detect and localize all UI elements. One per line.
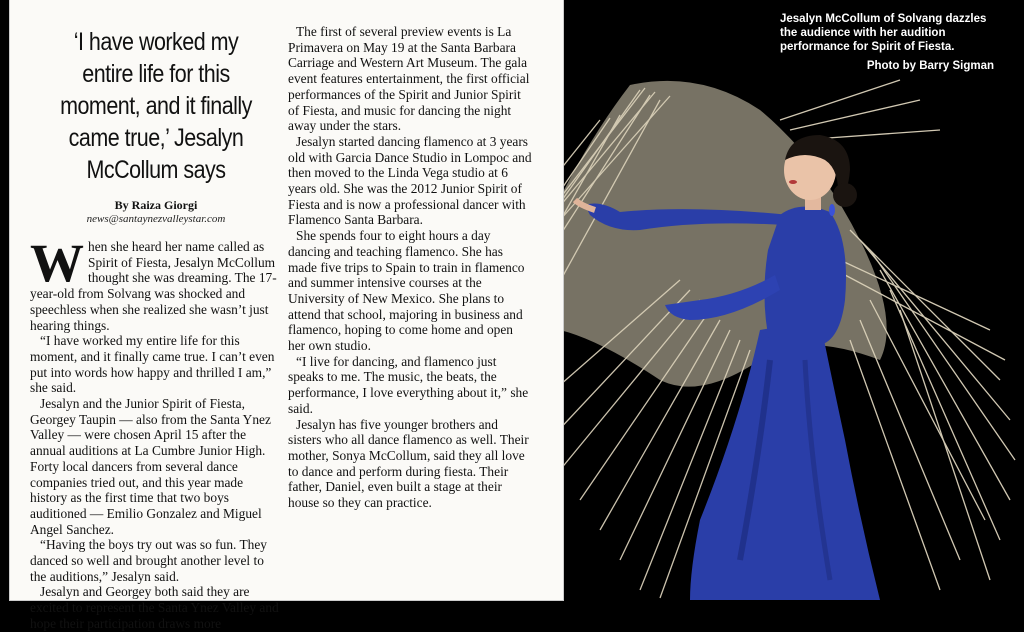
photo-credit: Photo by Barry Sigman <box>866 60 994 72</box>
article-body-left <box>30 233 282 632</box>
left-column <box>30 26 282 632</box>
photo-caption: Jesalyn McCollum of Solvang dazzles the audience with her audition performance for Spirit of Fiesta. <box>780 13 987 53</box>
paragraph: Jesalyn started dancing flamenco at 3 years old with Garcia Dance Studio in Lompoc and then moved to the Linda Vega studio at 6 years old. She was the 2012 Junior Spirit of Fiesta and is now a professional dancer with Flamenco Santa Barbara. <box>288 133 532 228</box>
paragraph: The first of several preview events is La Primavera on May 19 at the Santa Barbara Carriage and Western Art Museum. The gala event features entertainment, the first official performances of the Spirit and Junior Spirit of Fiesta, and music for dancing the night away under the stars. <box>288 24 530 134</box>
newspaper-page <box>10 0 563 631</box>
paragraph: Jesalyn and Georgey both said they are excited to represent the Santa Ynez Valley and hope their participation draws more <box>30 584 279 631</box>
author-email[interactable]: news@santaynezvalleystar.com <box>86 213 226 225</box>
paragraph: She spends four to eight hours a day dancing and teaching flamenco. She has made five trips to Spain to train in flamenco and summer intensive courses at the University of New Mexico. She plans to attend that school, majoring in business and flamenco, hoping to come home and open her own studio. <box>288 228 525 354</box>
drop-cap: W <box>30 233 84 293</box>
paragraph: Jesalyn has five younger brothers and sisters who all dance flamenco as well. Their mother, Sonya McCollum, said they all love to dance and perform during fiesta. Their father, Daniel, even built a stage at their house so they can practice. <box>288 416 529 511</box>
byline: By Raiza Giorgi <box>114 198 198 212</box>
paragraph: When she heard her name called as Spirit of Fiesta, Jesalyn McCollum thought she was dreaming. The 17-year-old from Solvang was shocked and speechless when she realized she wasn’t just hearing things. <box>30 233 277 333</box>
paragraph: “I live for dancing, and flamenco just speaks to me. The music, the beats, the performance, I love everything about it,” she said. <box>288 353 529 416</box>
paragraph: “Having the boys try out was so fun. They danced so well and brought another level to the auditions,” Jesalyn said. <box>30 537 267 584</box>
paragraph: Jesalyn and the Junior Spirit of Fiesta, Georgey Taupin — also from the Santa Ynez Valley — were chosen April 15 after the annual auditions at La Cumbre Junior High. Forty local dancers from several dance companies tried out, and this year made history as the first time that two boys auditioned — Emilio Gonzalez and Miguel Angel Sanchez. <box>30 396 271 537</box>
headline: ‘I have worked my entire life for this moment, and it finally came true,’ Jesalyn McCollum says <box>60 28 252 184</box>
right-column <box>288 24 533 511</box>
dress-torso <box>764 207 846 345</box>
paragraph: “I have worked my entire life for this moment, and it finally came true. I can’t even put into words how happy and thrilled I am,” she said. <box>30 333 275 396</box>
